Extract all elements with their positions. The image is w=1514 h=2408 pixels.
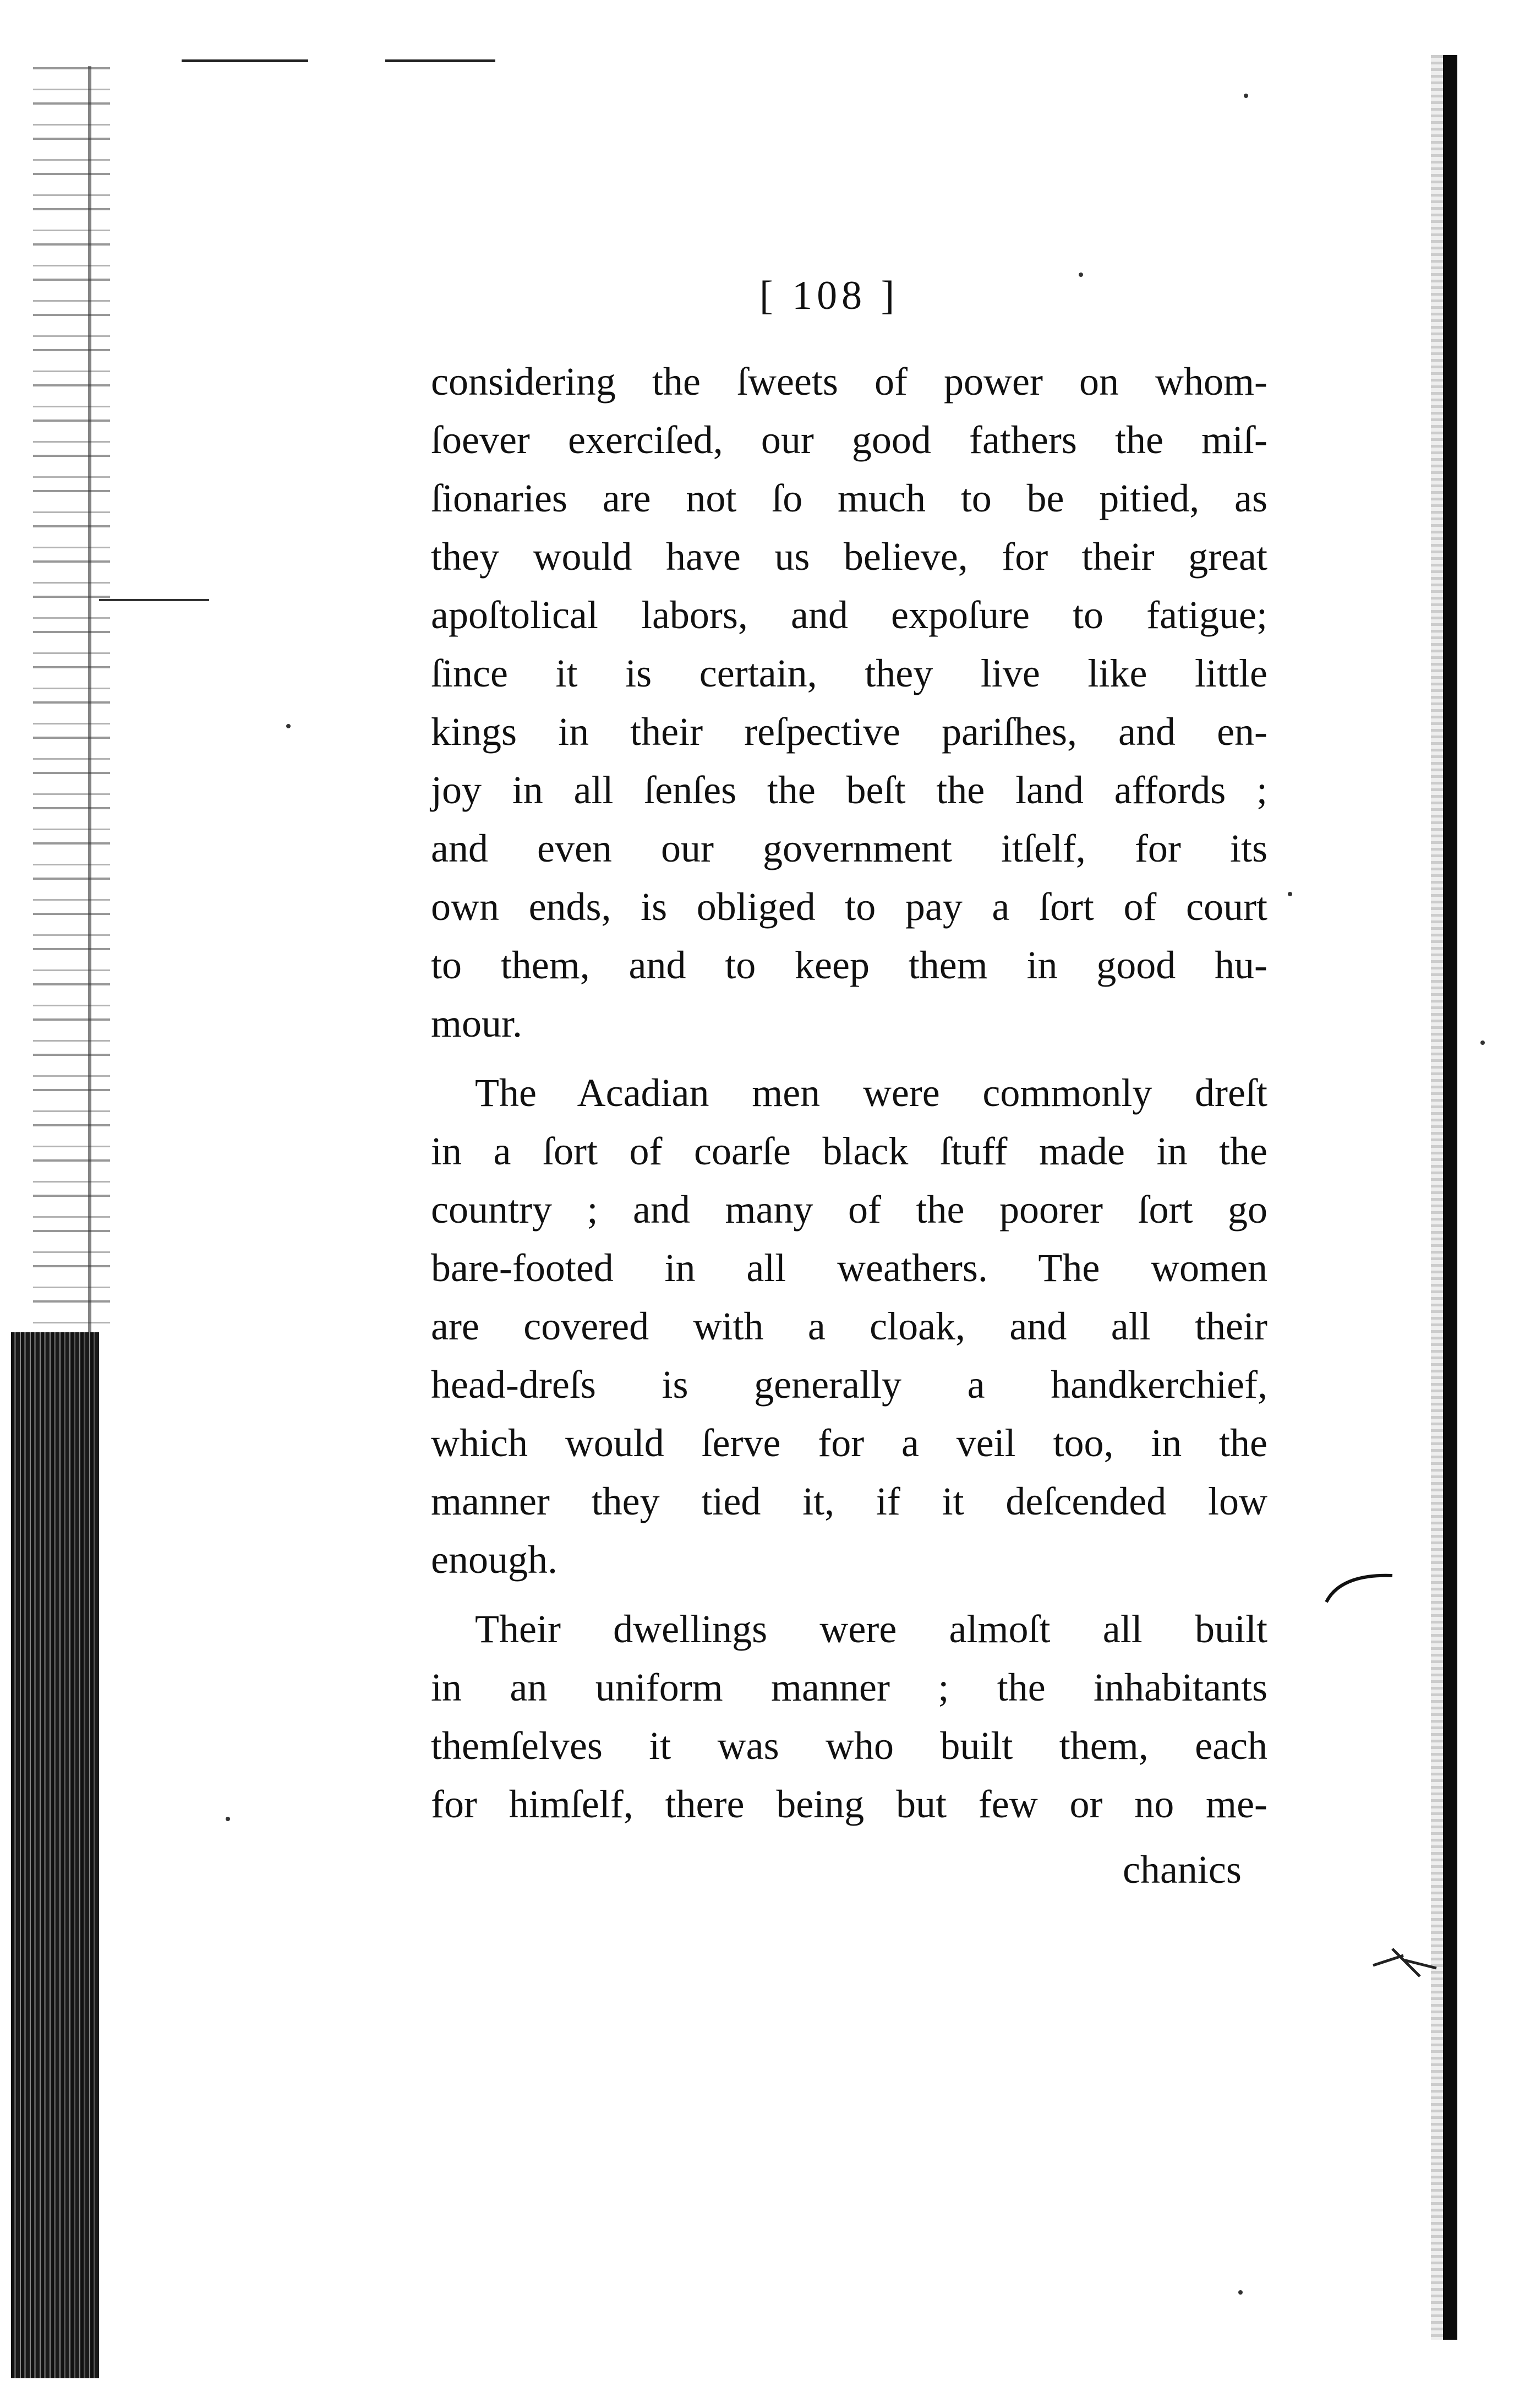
text-line: mour. — [431, 1001, 523, 1045]
scan-speck — [1079, 273, 1083, 277]
scan-speck — [1238, 2290, 1243, 2295]
top-rule-right — [385, 59, 495, 62]
text-line: for himſelf, there being but few or no me- — [431, 1782, 1267, 1826]
paragraph-gap — [431, 1053, 1267, 1064]
scan-speck — [1288, 892, 1292, 896]
scan-speck — [226, 1817, 230, 1821]
paragraph-gap — [431, 1589, 1267, 1600]
text-line: manner they tied it, if it deſcended low — [431, 1479, 1267, 1523]
top-rule-left — [182, 59, 308, 62]
right-edge-shadow — [1431, 55, 1443, 2340]
text-line: to them, and to keep them in good hu- — [431, 943, 1267, 987]
text-line: which would ſerve for a veil too, in the — [431, 1421, 1267, 1465]
text-line: they would have us believe, for their great — [431, 535, 1267, 579]
text-line: in a ſort of coarſe black ſtuff made in the — [431, 1129, 1267, 1173]
text-line: and even our government itſelf, for its — [431, 826, 1267, 870]
gutter-speckle — [33, 55, 110, 1332]
scan-speck — [286, 724, 291, 728]
text-line: joy in all ſenſes the beſt the land affords ; — [431, 768, 1267, 812]
text-line: in an uniform manner ; the inhabitants — [431, 1665, 1267, 1709]
text-line: kings in their reſpective pariſhes, and en- — [431, 710, 1267, 754]
gutter-dark-binding — [11, 1332, 99, 2378]
right-edge-bar — [1443, 55, 1457, 2340]
page-gutter-scan-shadow — [0, 0, 127, 2408]
text-line: enough. — [431, 1538, 557, 1582]
text-line: considering the ſweets of power on whom- — [431, 359, 1267, 404]
text-line: ſoever exerciſed, our good fathers the miſ- — [431, 418, 1267, 462]
text-line: Their dwellings were almoſt all built — [475, 1607, 1267, 1651]
body-text — [431, 352, 1267, 1833]
text-line: country ; and many of the poorer ſort go — [431, 1187, 1267, 1232]
text-line: are covered with a cloak, and all their — [431, 1304, 1267, 1348]
text-line: ſionaries are not ſo much to be pitied, as — [431, 476, 1267, 520]
margin-cross-mark — [1370, 1943, 1442, 1982]
scan-speck — [1244, 94, 1248, 98]
text-line: themſelves it was who built them, each — [431, 1724, 1267, 1768]
scan-speck — [1480, 1040, 1485, 1045]
text-line: ſince it is certain, they live like little — [431, 651, 1267, 695]
text-line: The Acadian men were commonly dreſt — [475, 1071, 1267, 1115]
text-line: bare-footed in all weathers. The women — [431, 1246, 1267, 1290]
margin-pen-mark — [1321, 1569, 1398, 1613]
margin-tick-line — [99, 599, 209, 601]
catchword: chanics — [1123, 1848, 1242, 1892]
text-line: head-dreſs is generally a handkerchief, — [431, 1363, 1267, 1407]
page-number: [ 108 ] — [759, 273, 899, 318]
text-line: apoſtolical labors, and expoſure to fatigue; — [431, 593, 1267, 637]
text-line: own ends, is obliged to pay a ſort of court — [431, 885, 1267, 929]
